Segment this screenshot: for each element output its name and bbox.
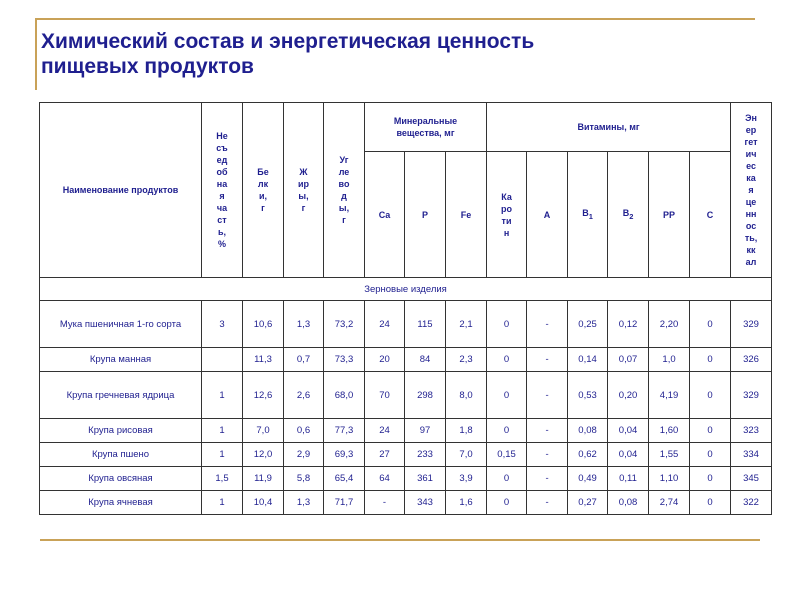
cell-b2: 0,08 [608,491,649,515]
cell-inedible: 1 [202,372,243,419]
cell-fat: 0,7 [284,348,324,372]
cell-b1: 0,53 [568,372,608,419]
table-row [40,419,772,443]
title-accent-line [35,18,37,90]
cell-name: Крупа ячневая [40,491,202,515]
header-carbs [324,103,365,278]
header-fragment: це [745,197,757,207]
cell-fe: 1,6 [446,491,487,515]
cell-inedible: 1 [202,491,243,515]
header-ca: Ca [365,152,405,278]
header-fragment: я [748,185,754,195]
header-vitamins: Витамины, мг [487,103,731,152]
cell-c: 0 [690,467,731,491]
table-row [40,443,772,467]
header-fragment: ер [745,125,757,135]
header-vitamin-b1 [568,152,608,278]
header-minerals-line-1: Минеральные [393,116,458,126]
header-fragment: об [216,167,228,177]
table-body [40,278,772,515]
cell-pp: 1,10 [649,467,690,491]
header-fragment: ти [501,215,512,226]
title-line-2: пищевых продуктов [41,55,254,78]
header-fragment: ич [745,149,757,159]
nutrition-table [39,102,772,515]
header-vitamin-pp: PP [649,152,690,278]
header-fragment: ы, [338,203,350,213]
cell-fat: 5,8 [284,467,324,491]
cell-c: 0 [690,419,731,443]
header-fragment: г [301,203,306,213]
cell-carbs: 65,4 [324,467,365,491]
cell-ca: - [365,491,405,515]
header-fragment: на [216,179,228,189]
header-fragment: ь, [217,227,227,237]
cell-carotene: 0,15 [487,443,527,467]
cell-c: 0 [690,348,731,372]
header-fat [284,103,324,278]
cell-carbs: 77,3 [324,419,365,443]
cell-a: - [527,491,568,515]
cell-p: 97 [405,419,446,443]
cell-c: 0 [690,491,731,515]
cell-fe: 8,0 [446,372,487,419]
header-fragment: г [342,215,346,225]
header-product-name: Наименование продуктов [40,103,202,278]
header-carotene [487,152,527,278]
header-fragment: ос [745,221,757,231]
cell-fe: 2,3 [446,348,487,372]
cell-fat: 1,3 [284,301,324,348]
cell-b1: 0,27 [568,491,608,515]
table-row [40,348,772,372]
header-fragment: ал [745,257,757,267]
cell-pp: 1,60 [649,419,690,443]
table-header [40,103,772,278]
cell-a: - [527,372,568,419]
header-minerals-line-2: вещества, мг [396,128,455,138]
cell-name: Крупа гречневая ядрица [40,372,202,419]
cell-a: - [527,301,568,348]
header-fragment: Ка [501,191,512,202]
header-row-1 [40,103,772,152]
cell-protein: 11,3 [243,348,284,372]
b1-letter: B [582,207,589,218]
header-fragment: ча [216,203,228,213]
header-fragment: и, [258,191,268,201]
header-fragment: ед [216,155,228,165]
cell-fe: 2,1 [446,301,487,348]
cell-carbs: 73,2 [324,301,365,348]
cell-protein: 10,6 [243,301,284,348]
cell-b1: 0,62 [568,443,608,467]
cell-carotene: 0 [487,372,527,419]
cell-carbs: 73,3 [324,348,365,372]
cell-fat: 2,9 [284,443,324,467]
b2-subscript: 2 [629,211,634,221]
header-fragment: во [338,179,350,189]
header-minerals [365,103,487,152]
b1-subscript: 1 [588,211,593,221]
cell-b2: 0,04 [608,419,649,443]
cell-name: Крупа манная [40,348,202,372]
header-fragment: ка [746,173,756,183]
cell-inedible: 1 [202,419,243,443]
cell-c: 0 [690,301,731,348]
cell-b1: 0,25 [568,301,608,348]
header-fragment: ро [501,203,513,214]
section-row [40,278,772,301]
cell-b2: 0,20 [608,372,649,419]
cell-carotene: 0 [487,348,527,372]
cell-b2: 0,07 [608,348,649,372]
header-fragment: Эн [745,113,757,123]
cell-p: 115 [405,301,446,348]
header-fragment: Ж [299,167,308,177]
cell-p: 84 [405,348,446,372]
cell-energy: 329 [731,301,772,348]
header-fragment: ст [217,215,227,225]
cell-pp: 1,55 [649,443,690,467]
cell-fe: 1,8 [446,419,487,443]
cell-p: 361 [405,467,446,491]
header-fragment: ы, [298,191,309,201]
cell-protein: 11,9 [243,467,284,491]
header-fragment: ле [338,167,350,177]
cell-p: 298 [405,372,446,419]
cell-b2: 0,11 [608,467,649,491]
cell-carotene: 0 [487,467,527,491]
cell-carotene: 0 [487,419,527,443]
cell-b2: 0,04 [608,443,649,467]
header-fragment: лк [257,179,269,189]
cell-energy: 334 [731,443,772,467]
cell-ca: 24 [365,301,405,348]
cell-b1: 0,08 [568,419,608,443]
cell-inedible: 1 [202,443,243,467]
cell-pp: 2,74 [649,491,690,515]
header-vitamin-b2 [608,152,649,278]
cell-inedible [202,348,243,372]
cell-carotene: 0 [487,491,527,515]
cell-energy: 345 [731,467,772,491]
header-fragment: н [503,227,510,238]
cell-a: - [527,419,568,443]
header-fragment: кк [746,245,756,255]
header-protein [243,103,284,278]
cell-name: Мука пшеничная 1-го сорта [40,301,202,348]
table-row [40,372,772,419]
cell-carbs: 69,3 [324,443,365,467]
header-energy [731,103,772,278]
header-fragment: съ [216,143,228,153]
cell-a: - [527,348,568,372]
cell-b1: 0,14 [568,348,608,372]
bottom-accent-line [40,539,760,541]
cell-protein: 12,6 [243,372,284,419]
cell-pp: 1,0 [649,348,690,372]
page-title [41,29,534,79]
cell-energy: 322 [731,491,772,515]
header-vitamin-c: C [690,152,731,278]
cell-fat: 1,3 [284,491,324,515]
cell-protein: 7,0 [243,419,284,443]
header-fragment: Бе [257,167,269,177]
cell-fe: 3,9 [446,467,487,491]
cell-carbs: 71,7 [324,491,365,515]
cell-name: Крупа рисовая [40,419,202,443]
table-row [40,491,772,515]
table-row [40,467,772,491]
cell-pp: 4,19 [649,372,690,419]
cell-ca: 20 [365,348,405,372]
cell-a: - [527,443,568,467]
header-fe: Fe [446,152,487,278]
cell-p: 343 [405,491,446,515]
header-fragment: я [219,191,225,201]
header-fragment: ть, [744,233,758,243]
cell-energy: 323 [731,419,772,443]
cell-energy: 326 [731,348,772,372]
cell-name: Крупа овсяная [40,467,202,491]
cell-ca: 24 [365,419,405,443]
header-vitamin-a: A [527,152,568,278]
cell-fat: 0,6 [284,419,324,443]
header-fragment: гет [744,137,758,147]
header-p: P [405,152,446,278]
cell-fe: 7,0 [446,443,487,467]
cell-c: 0 [690,443,731,467]
cell-inedible: 3 [202,301,243,348]
cell-energy: 329 [731,372,772,419]
title-line-1: Химический состав и энергетическая ценность [41,30,535,53]
cell-carotene: 0 [487,301,527,348]
cell-name: Крупа пшено [40,443,202,467]
cell-fat: 2,6 [284,372,324,419]
header-fragment: % [217,239,226,249]
cell-inedible: 1,5 [202,467,243,491]
header-fragment: Уг [339,155,349,165]
cell-b2: 0,12 [608,301,649,348]
cell-ca: 64 [365,467,405,491]
title-underline [35,18,755,20]
b2-letter: B [622,207,630,218]
header-inedible-part [202,103,243,278]
header-fragment: Не [216,131,228,141]
cell-ca: 70 [365,372,405,419]
cell-protein: 10,4 [243,491,284,515]
header-fragment: ир [297,179,310,189]
header-fragment: нн [745,209,757,219]
header-fragment: ес [746,161,756,171]
cell-carbs: 68,0 [324,372,365,419]
header-fragment: д [341,191,347,201]
cell-c: 0 [690,372,731,419]
cell-a: - [527,467,568,491]
table-row [40,301,772,348]
cell-protein: 12,0 [243,443,284,467]
cell-b1: 0,49 [568,467,608,491]
cell-pp: 2,20 [649,301,690,348]
cell-p: 233 [405,443,446,467]
header-fragment: г [261,203,265,213]
cell-ca: 27 [365,443,405,467]
section-label: Зерновые изделия [40,278,772,301]
